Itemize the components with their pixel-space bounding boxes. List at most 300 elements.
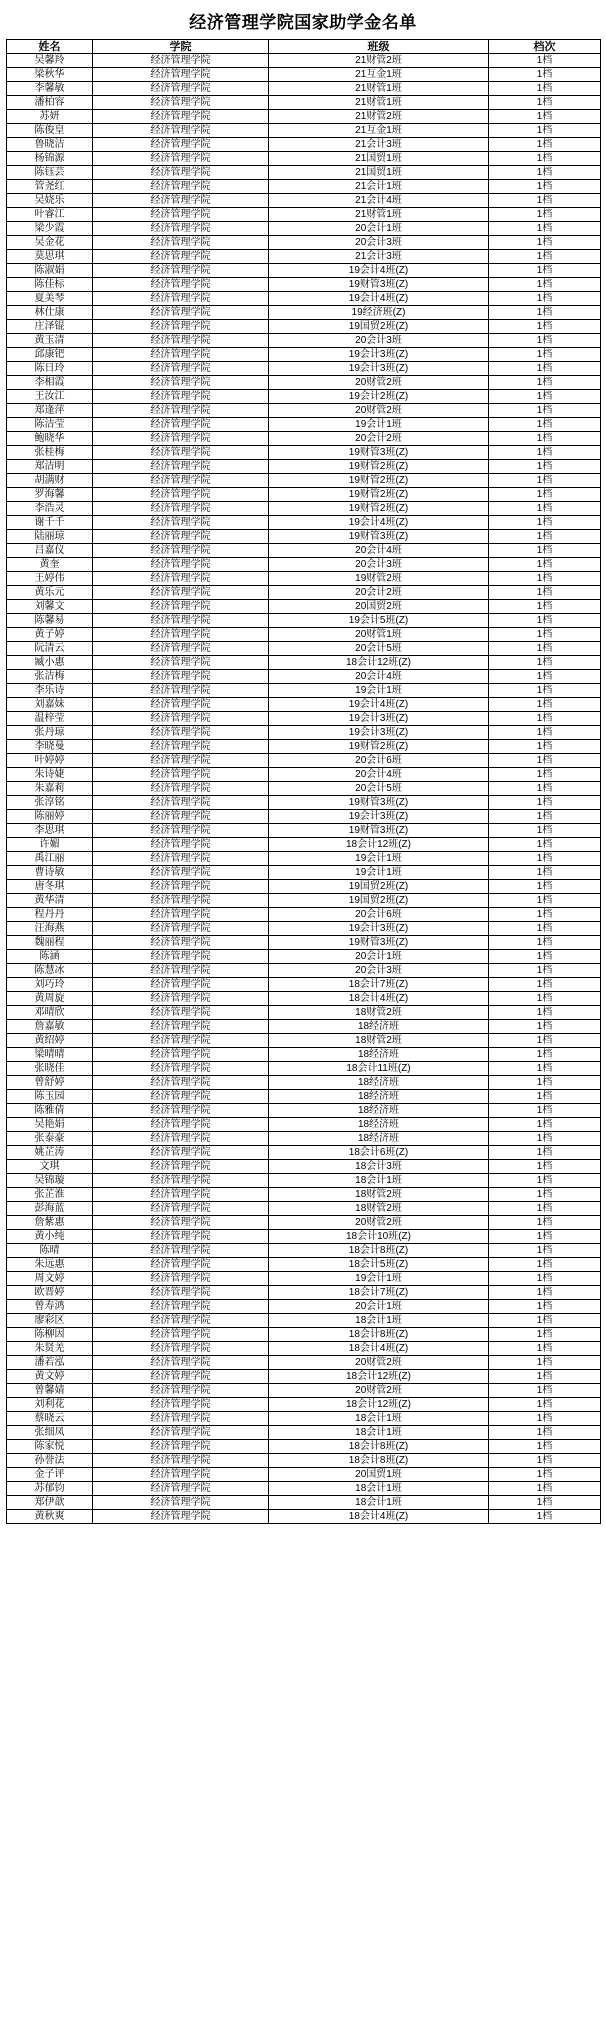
table-row xyxy=(7,768,601,782)
column-header-class: 班级 xyxy=(269,40,489,54)
student-name: 黄华清 xyxy=(7,894,93,908)
grant-level: 1档 xyxy=(489,1006,601,1020)
student-class: 20会计5班 xyxy=(269,782,489,796)
student-class: 19会计1班 xyxy=(269,866,489,880)
student-name: 张晓佳 xyxy=(7,1062,93,1076)
student-class: 18经济班 xyxy=(269,1090,489,1104)
student-name: 朱远惠 xyxy=(7,1258,93,1272)
student-college: 经济管理学院 xyxy=(93,306,269,320)
student-class: 21会计3班 xyxy=(269,250,489,264)
table-row xyxy=(7,432,601,446)
student-college: 经济管理学院 xyxy=(93,222,269,236)
student-class: 19财管3班(Z) xyxy=(269,824,489,838)
student-class: 21财管1班 xyxy=(269,82,489,96)
student-name: 黄文婷 xyxy=(7,1370,93,1384)
student-college: 经济管理学院 xyxy=(93,1244,269,1258)
grant-level: 1档 xyxy=(489,68,601,82)
student-class: 19会计1班 xyxy=(269,418,489,432)
student-class: 20财管2班 xyxy=(269,1356,489,1370)
grant-level: 1档 xyxy=(489,1342,601,1356)
student-name: 林仕康 xyxy=(7,306,93,320)
student-class: 18会计1班 xyxy=(269,1482,489,1496)
grant-level: 1档 xyxy=(489,1104,601,1118)
student-college: 经济管理学院 xyxy=(93,1272,269,1286)
table-row xyxy=(7,600,601,614)
student-name: 吴娆乐 xyxy=(7,194,93,208)
table-row xyxy=(7,1062,601,1076)
grant-level: 1档 xyxy=(489,1146,601,1160)
grant-level: 1档 xyxy=(489,1412,601,1426)
student-class: 19会计1班 xyxy=(269,1272,489,1286)
table-row xyxy=(7,1020,601,1034)
student-name: 叶睿江 xyxy=(7,208,93,222)
student-class: 18会计1班 xyxy=(269,1426,489,1440)
student-name: 苏郁钧 xyxy=(7,1482,93,1496)
student-college: 经济管理学院 xyxy=(93,110,269,124)
table-row xyxy=(7,1300,601,1314)
student-class: 20会计6班 xyxy=(269,754,489,768)
grant-level: 1档 xyxy=(489,852,601,866)
table-row xyxy=(7,824,601,838)
student-college: 经济管理学院 xyxy=(93,208,269,222)
student-class: 20会计3班 xyxy=(269,334,489,348)
student-name: 梁晴晴 xyxy=(7,1048,93,1062)
student-name: 彭海蓝 xyxy=(7,1202,93,1216)
student-class: 18经济班 xyxy=(269,1076,489,1090)
student-name: 李思琪 xyxy=(7,824,93,838)
student-name: 张桂梅 xyxy=(7,446,93,460)
table-row xyxy=(7,1034,601,1048)
student-class: 21财管2班 xyxy=(269,54,489,68)
student-name: 夏美琴 xyxy=(7,292,93,306)
student-class: 20财管1班 xyxy=(269,628,489,642)
scholarship-roster-table xyxy=(6,39,601,1524)
student-class: 18会计5班(Z) xyxy=(269,1258,489,1272)
student-college: 经济管理学院 xyxy=(93,180,269,194)
student-class: 20财管2班 xyxy=(269,404,489,418)
student-class: 18会计12班(Z) xyxy=(269,1398,489,1412)
student-college: 经济管理学院 xyxy=(93,264,269,278)
student-class: 20会计3班 xyxy=(269,236,489,250)
table-row xyxy=(7,460,601,474)
table-row xyxy=(7,208,601,222)
table-row xyxy=(7,474,601,488)
student-name: 潘柏容 xyxy=(7,96,93,110)
grant-level: 1档 xyxy=(489,978,601,992)
student-class: 18会计4班(Z) xyxy=(269,1342,489,1356)
student-college: 经济管理学院 xyxy=(93,292,269,306)
student-college: 经济管理学院 xyxy=(93,1300,269,1314)
grant-level: 1档 xyxy=(489,152,601,166)
student-class: 20会计4班 xyxy=(269,670,489,684)
grant-level: 1档 xyxy=(489,1090,601,1104)
student-college: 经济管理学院 xyxy=(93,1356,269,1370)
table-row xyxy=(7,110,601,124)
student-name: 魏丽程 xyxy=(7,936,93,950)
table-row xyxy=(7,320,601,334)
grant-level: 1档 xyxy=(489,1440,601,1454)
student-college: 经济管理学院 xyxy=(93,68,269,82)
table-row xyxy=(7,236,601,250)
table-row xyxy=(7,222,601,236)
student-name: 刘嘉妹 xyxy=(7,698,93,712)
table-row xyxy=(7,572,601,586)
student-name: 陈洁莹 xyxy=(7,418,93,432)
student-class: 19会计3班(Z) xyxy=(269,922,489,936)
grant-level: 1档 xyxy=(489,474,601,488)
grant-level: 1档 xyxy=(489,1244,601,1258)
page-title: 经济管理学院国家助学金名单 xyxy=(189,13,417,32)
student-class: 18财管2班 xyxy=(269,1188,489,1202)
table-row xyxy=(7,82,601,96)
table-row xyxy=(7,264,601,278)
student-name: 曾馨婧 xyxy=(7,1384,93,1398)
grant-level: 1档 xyxy=(489,1216,601,1230)
student-name: 张细凤 xyxy=(7,1426,93,1440)
grant-level: 1档 xyxy=(489,208,601,222)
student-name: 张洁梅 xyxy=(7,670,93,684)
grant-level: 1档 xyxy=(489,138,601,152)
grant-level: 1档 xyxy=(489,264,601,278)
grant-level: 1档 xyxy=(489,614,601,628)
student-college: 经济管理学院 xyxy=(93,1286,269,1300)
student-name: 张丹琼 xyxy=(7,726,93,740)
student-college: 经济管理学院 xyxy=(93,1216,269,1230)
student-college: 经济管理学院 xyxy=(93,418,269,432)
table-row xyxy=(7,1076,601,1090)
student-name: 李馨敏 xyxy=(7,82,93,96)
student-name: 鲍晓华 xyxy=(7,432,93,446)
student-class: 21互金1班 xyxy=(269,124,489,138)
student-name: 陈玉园 xyxy=(7,1090,93,1104)
grant-level: 1档 xyxy=(489,1020,601,1034)
table-row xyxy=(7,838,601,852)
table-row xyxy=(7,502,601,516)
student-name: 鲁晓洁 xyxy=(7,138,93,152)
student-college: 经济管理学院 xyxy=(93,768,269,782)
student-name: 陈钰芸 xyxy=(7,166,93,180)
grant-level: 1档 xyxy=(489,96,601,110)
student-college: 经济管理学院 xyxy=(93,712,269,726)
grant-level: 1档 xyxy=(489,670,601,684)
table-row xyxy=(7,390,601,404)
student-college: 经济管理学院 xyxy=(93,740,269,754)
student-class: 18会计8班(Z) xyxy=(269,1440,489,1454)
grant-level: 1档 xyxy=(489,950,601,964)
student-name: 曾舒婷 xyxy=(7,1076,93,1090)
student-name: 邱康钯 xyxy=(7,348,93,362)
student-college: 经济管理学院 xyxy=(93,1076,269,1090)
student-class: 18财管2班 xyxy=(269,1202,489,1216)
table-row xyxy=(7,1496,601,1510)
student-name: 朱嘉莉 xyxy=(7,782,93,796)
grant-level: 1档 xyxy=(489,1496,601,1510)
student-name: 詹嘉敏 xyxy=(7,1020,93,1034)
grant-level: 1档 xyxy=(489,824,601,838)
student-name: 黄绍婷 xyxy=(7,1034,93,1048)
student-class: 19财管3班(Z) xyxy=(269,530,489,544)
student-college: 经济管理学院 xyxy=(93,1510,269,1524)
table-header-row xyxy=(7,40,601,54)
student-college: 经济管理学院 xyxy=(93,1468,269,1482)
grant-level: 1档 xyxy=(489,502,601,516)
table-row xyxy=(7,684,601,698)
table-row xyxy=(7,250,601,264)
table-row xyxy=(7,1356,601,1370)
student-name: 莫思琪 xyxy=(7,250,93,264)
student-college: 经济管理学院 xyxy=(93,166,269,180)
table-row xyxy=(7,124,601,138)
table-row xyxy=(7,1118,601,1132)
student-college: 经济管理学院 xyxy=(93,488,269,502)
student-class: 21会计3班 xyxy=(269,138,489,152)
student-college: 经济管理学院 xyxy=(93,404,269,418)
student-name: 黄秋爽 xyxy=(7,1510,93,1524)
table-row xyxy=(7,642,601,656)
grant-level: 1档 xyxy=(489,726,601,740)
student-class: 18会计1班 xyxy=(269,1496,489,1510)
student-name: 曹诗敏 xyxy=(7,866,93,880)
table-row xyxy=(7,782,601,796)
table-row xyxy=(7,922,601,936)
grant-level: 1档 xyxy=(489,250,601,264)
student-college: 经济管理学院 xyxy=(93,992,269,1006)
student-name: 陈馨易 xyxy=(7,614,93,628)
student-college: 经济管理学院 xyxy=(93,152,269,166)
student-class: 19会计3班(Z) xyxy=(269,712,489,726)
table-row xyxy=(7,544,601,558)
student-name: 杨锦源 xyxy=(7,152,93,166)
student-name: 陆丽琼 xyxy=(7,530,93,544)
student-name: 蔡晓云 xyxy=(7,1412,93,1426)
student-name: 刘利花 xyxy=(7,1398,93,1412)
student-class: 19会计3班(Z) xyxy=(269,726,489,740)
student-class: 20国贸1班 xyxy=(269,1468,489,1482)
table-row xyxy=(7,586,601,600)
grant-level: 1档 xyxy=(489,1202,601,1216)
student-college: 经济管理学院 xyxy=(93,1090,269,1104)
student-class: 20会计1班 xyxy=(269,950,489,964)
grant-level: 1档 xyxy=(489,362,601,376)
student-class: 19财管3班(Z) xyxy=(269,278,489,292)
student-college: 经济管理学院 xyxy=(93,82,269,96)
grant-level: 1档 xyxy=(489,586,601,600)
student-college: 经济管理学院 xyxy=(93,880,269,894)
table-row xyxy=(7,1482,601,1496)
student-class: 19国贸2班(Z) xyxy=(269,880,489,894)
grant-level: 1档 xyxy=(489,908,601,922)
student-class: 18财管2班 xyxy=(269,1006,489,1020)
student-name: 姚芷涛 xyxy=(7,1146,93,1160)
grant-level: 1档 xyxy=(489,222,601,236)
student-college: 经济管理学院 xyxy=(93,1398,269,1412)
student-college: 经济管理学院 xyxy=(93,726,269,740)
student-class: 20会计4班 xyxy=(269,768,489,782)
table-row xyxy=(7,810,601,824)
grant-level: 1档 xyxy=(489,964,601,978)
student-name: 陈慧冰 xyxy=(7,964,93,978)
student-college: 经济管理学院 xyxy=(93,1384,269,1398)
student-class: 21财管1班 xyxy=(269,96,489,110)
student-name: 苏妍 xyxy=(7,110,93,124)
student-class: 19财管2班 xyxy=(269,572,489,586)
grant-level: 1档 xyxy=(489,446,601,460)
table-row xyxy=(7,362,601,376)
grant-level: 1档 xyxy=(489,866,601,880)
table-row xyxy=(7,1160,601,1174)
student-college: 经济管理学院 xyxy=(93,852,269,866)
table-row xyxy=(7,306,601,320)
table-row xyxy=(7,726,601,740)
grant-level: 1档 xyxy=(489,1188,601,1202)
table-row xyxy=(7,180,601,194)
grant-level: 1档 xyxy=(489,1062,601,1076)
grant-level: 1档 xyxy=(489,642,601,656)
student-college: 经济管理学院 xyxy=(93,1160,269,1174)
student-name: 周文婷 xyxy=(7,1272,93,1286)
student-college: 经济管理学院 xyxy=(93,502,269,516)
student-name: 程丹丹 xyxy=(7,908,93,922)
table-row xyxy=(7,740,601,754)
student-class: 18财管2班 xyxy=(269,1034,489,1048)
student-college: 经济管理学院 xyxy=(93,1132,269,1146)
student-class: 19会计3班(Z) xyxy=(269,810,489,824)
student-college: 经济管理学院 xyxy=(93,936,269,950)
table-row xyxy=(7,516,601,530)
student-class: 19财管3班(Z) xyxy=(269,796,489,810)
table-row xyxy=(7,1286,601,1300)
table-row xyxy=(7,530,601,544)
student-class: 19国贸2班(Z) xyxy=(269,320,489,334)
student-class: 19财管2班(Z) xyxy=(269,474,489,488)
student-class: 18会计1班 xyxy=(269,1314,489,1328)
student-college: 经济管理学院 xyxy=(93,1048,269,1062)
student-college: 经济管理学院 xyxy=(93,1174,269,1188)
table-row xyxy=(7,138,601,152)
student-name: 文琪 xyxy=(7,1160,93,1174)
student-college: 经济管理学院 xyxy=(93,124,269,138)
grant-level: 1档 xyxy=(489,1300,601,1314)
grant-level: 1档 xyxy=(489,1314,601,1328)
table-row xyxy=(7,446,601,460)
student-class: 18会计3班 xyxy=(269,1160,489,1174)
grant-level: 1档 xyxy=(489,1482,601,1496)
grant-level: 1档 xyxy=(489,1160,601,1174)
student-college: 经济管理学院 xyxy=(93,250,269,264)
table-row xyxy=(7,936,601,950)
table-row xyxy=(7,1188,601,1202)
student-college: 经济管理学院 xyxy=(93,320,269,334)
table-row xyxy=(7,1454,601,1468)
student-college: 经济管理学院 xyxy=(93,1202,269,1216)
grant-level: 1档 xyxy=(489,1328,601,1342)
student-name: 陈晴 xyxy=(7,1244,93,1258)
table-row xyxy=(7,1440,601,1454)
student-name: 郑伊歆 xyxy=(7,1496,93,1510)
grant-level: 1档 xyxy=(489,278,601,292)
student-name: 陈家悦 xyxy=(7,1440,93,1454)
student-class: 19会计4班(Z) xyxy=(269,264,489,278)
grant-level: 1档 xyxy=(489,1468,601,1482)
student-college: 经济管理学院 xyxy=(93,600,269,614)
grant-level: 1档 xyxy=(489,656,601,670)
student-college: 经济管理学院 xyxy=(93,810,269,824)
student-class: 20财管2班 xyxy=(269,1216,489,1230)
student-name: 王婷伟 xyxy=(7,572,93,586)
grant-level: 1档 xyxy=(489,516,601,530)
student-class: 18会计7班(Z) xyxy=(269,1286,489,1300)
student-college: 经济管理学院 xyxy=(93,1342,269,1356)
student-name: 郑洁明 xyxy=(7,460,93,474)
student-class: 19会计4班(Z) xyxy=(269,516,489,530)
table-row xyxy=(7,1174,601,1188)
student-name: 梁少霞 xyxy=(7,222,93,236)
student-class: 18会计1班 xyxy=(269,1412,489,1426)
student-college: 经济管理学院 xyxy=(93,194,269,208)
student-name: 陈雅倩 xyxy=(7,1104,93,1118)
student-name: 詹紫惠 xyxy=(7,1216,93,1230)
grant-level: 1档 xyxy=(489,684,601,698)
table-row xyxy=(7,1468,601,1482)
student-college: 经济管理学院 xyxy=(93,1370,269,1384)
table-row xyxy=(7,278,601,292)
grant-level: 1档 xyxy=(489,936,601,950)
student-college: 经济管理学院 xyxy=(93,1482,269,1496)
table-row xyxy=(7,1384,601,1398)
student-name: 庄泽锟 xyxy=(7,320,93,334)
student-class: 18会计8班(Z) xyxy=(269,1454,489,1468)
student-name: 曾寿鸿 xyxy=(7,1300,93,1314)
student-class: 18会计4班(Z) xyxy=(269,992,489,1006)
student-college: 经济管理学院 xyxy=(93,908,269,922)
student-class: 20会计5班 xyxy=(269,642,489,656)
student-name: 黄玉清 xyxy=(7,334,93,348)
grant-level: 1档 xyxy=(489,572,601,586)
student-name: 陈柳因 xyxy=(7,1328,93,1342)
student-college: 经济管理学院 xyxy=(93,1412,269,1426)
student-college: 经济管理学院 xyxy=(93,670,269,684)
student-class: 18会计8班(Z) xyxy=(269,1244,489,1258)
student-college: 经济管理学院 xyxy=(93,1188,269,1202)
grant-level: 1档 xyxy=(489,110,601,124)
student-name: 陈俊皇 xyxy=(7,124,93,138)
grant-level: 1档 xyxy=(489,1398,601,1412)
student-class: 18会计4班(Z) xyxy=(269,1510,489,1524)
table-row xyxy=(7,1230,601,1244)
student-name: 欧晋婷 xyxy=(7,1286,93,1300)
grant-level: 1档 xyxy=(489,754,601,768)
student-college: 经济管理学院 xyxy=(93,236,269,250)
student-college: 经济管理学院 xyxy=(93,278,269,292)
student-name: 李晓曼 xyxy=(7,740,93,754)
student-name: 陈日玲 xyxy=(7,362,93,376)
student-class: 20会计3班 xyxy=(269,558,489,572)
student-college: 经济管理学院 xyxy=(93,376,269,390)
student-name: 陈淑娟 xyxy=(7,264,93,278)
student-name: 黄奎 xyxy=(7,558,93,572)
student-college: 经济管理学院 xyxy=(93,838,269,852)
student-name: 张淳铭 xyxy=(7,796,93,810)
student-college: 经济管理学院 xyxy=(93,460,269,474)
student-name: 叶婷婷 xyxy=(7,754,93,768)
table-row xyxy=(7,194,601,208)
student-college: 经济管理学院 xyxy=(93,54,269,68)
student-college: 经济管理学院 xyxy=(93,1104,269,1118)
table-row xyxy=(7,96,601,110)
grant-level: 1档 xyxy=(489,1118,601,1132)
student-college: 经济管理学院 xyxy=(93,642,269,656)
grant-level: 1档 xyxy=(489,1076,601,1090)
